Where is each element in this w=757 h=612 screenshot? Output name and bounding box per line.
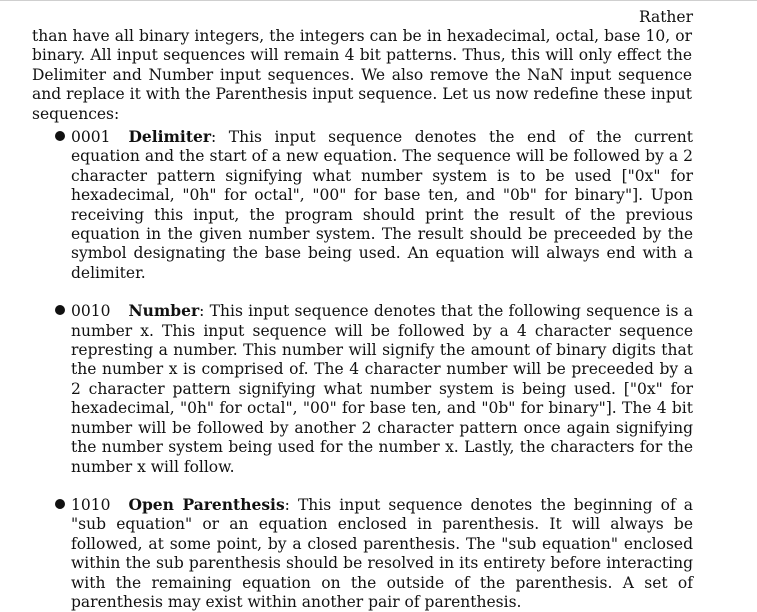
- list-item: [0, 301, 757, 477]
- bullet-icon: [55, 131, 65, 141]
- sequence-term: Number: [128, 301, 200, 321]
- sequence-term: Open Parenthesis: [128, 494, 285, 514]
- sequence-code: 0010: [71, 302, 111, 321]
- list-item-text: [71, 301, 693, 477]
- continued-sentence-start: Rather: [638, 8, 693, 26]
- sequence-description: : This input sequence denotes the beginning of a "sub equation" or an equation enclosed in parenthesis. It will always be followed, at some point, by a closed parenthesis. The "sub equation" enclosed within the sub parenthesis should be resolved in its entirety before interacting with the remaining equation on the outside of the parenthesis. A set of parenthesis may exist within another pair of parenthesis.: [71, 495, 694, 611]
- sequence-term: Delimiter: [128, 127, 212, 146]
- input-sequence-list: [0, 127, 757, 612]
- list-item-text: [71, 127, 693, 283]
- list-item: [0, 127, 757, 283]
- sequence-description: : This input sequence denotes that the following sequence is a number x. This input sequence will be followed by a 4 character sequence represting a number. This number will signify the amount of binary digits that the number x is comprised of. The 4 character number will be preceeded by a 2 character pattern signifying what number system is being used. ["0x" for hexadecimal, "0h" for octal", "00" for base ten, and "0b" for binary"]. The 4 bit number will be followed by another 2 character pattern once again signifying the number system being used for the number x. Lastly, the characters for the number x will follow.: [71, 302, 693, 476]
- page-top-border: [0, 0, 757, 1]
- list-item: [0, 495, 757, 612]
- bullet-icon: [55, 499, 65, 509]
- sequence-code: 1010: [71, 495, 111, 514]
- sequence-code: 0001: [71, 128, 111, 146]
- intro-paragraph: than have all binary integers, the integers can be in hexadecimal, octal, base 10, or binary. All input sequences will remain 4 bit patterns. Thus, this will only effect the Delimiter and Number input sequences. We also remove the NaN input sequence and replace it with the Parenthesis input sequence. Let us now redefine these input sequences:: [32, 27, 692, 123]
- bullet-icon: [55, 305, 65, 315]
- list-item-text: [71, 495, 693, 612]
- sequence-description: : This input sequence denotes the end of the current equation and the start of a new equation. The sequence will be followed by a 2 character pattern signifying what number system is to be used ["0x" for hexadecimal, "0h" for octal", "00" for base ten, and "0b" for binary"]. Upon receiving this input, the program should print the result of the previous equation in the given number system. The result should be preceeded by the symbol designating the base being used. An equation will always end with a delimiter.: [71, 128, 693, 282]
